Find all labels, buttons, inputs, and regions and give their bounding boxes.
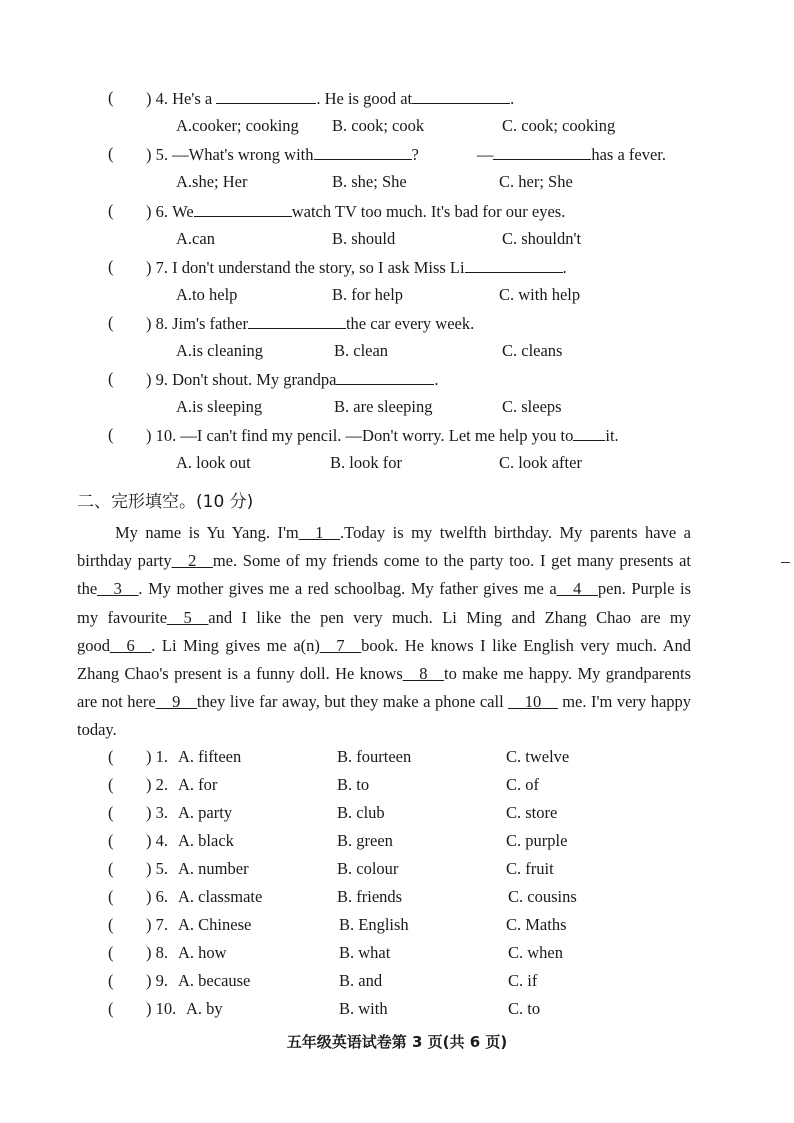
question-number: ) 7.: [146, 915, 168, 934]
question-number: ) 1.: [146, 747, 168, 766]
option-b: B. green: [337, 831, 393, 850]
option-b: B. should: [332, 229, 396, 248]
option-c: C. Maths: [506, 915, 567, 934]
option-c: C. purple: [506, 831, 568, 850]
option-c: C. store: [506, 803, 558, 822]
option-a: A. black: [178, 831, 234, 850]
option-b: B. fourteen: [337, 747, 412, 766]
answer-paren-open: (: [108, 887, 114, 906]
question-number: ) 9.: [146, 971, 168, 990]
answer-paren-open: (: [108, 803, 114, 822]
option-c: C. cousins: [508, 887, 577, 906]
option-a: A. number: [178, 859, 249, 878]
option-b: B. what: [339, 943, 391, 962]
option-b: B. for help: [332, 285, 404, 304]
option-b: B. are sleeping: [334, 397, 433, 416]
question-number: ) 8.: [146, 943, 168, 962]
question-stem: ) 7. I don't understand the story, so I ask Miss Li .: [146, 258, 567, 277]
option-a: A. look out: [176, 453, 251, 472]
question-stem: ) 9. Don't shout. My grandpa .: [146, 370, 439, 389]
option-b: B. clean: [334, 341, 389, 360]
option-b: B. and: [339, 971, 383, 990]
option-a: A.can: [176, 229, 215, 248]
answer-paren-open: (: [108, 88, 114, 107]
option-a: A.is cleaning: [176, 341, 264, 360]
option-a: A. fifteen: [178, 747, 242, 766]
option-a: A. for: [178, 775, 218, 794]
option-c: C. twelve: [506, 747, 570, 766]
option-a: A. because: [178, 971, 251, 990]
answer-blank[interactable]: [314, 144, 412, 160]
option-b: B. colour: [337, 859, 399, 878]
question-stem: ) 6. We watch TV too much. It's bad for our eyes.: [146, 202, 566, 221]
option-c: C. cleans: [502, 341, 563, 360]
answer-paren-open: (: [108, 313, 114, 332]
answer-blank[interactable]: [194, 201, 292, 217]
option-b: B. to: [337, 775, 370, 794]
question-number: ) 4.: [146, 831, 168, 850]
option-b: B. club: [337, 803, 385, 822]
section-title-cloze: 二、完形填空。(10 分): [77, 492, 254, 512]
question-stem: ) 8. Jim's father the car every week.: [146, 314, 475, 333]
option-c: C. with help: [499, 285, 581, 304]
answer-blank[interactable]: [216, 88, 316, 104]
question-number: ) 2.: [146, 775, 168, 794]
answer-blank[interactable]: [412, 88, 510, 104]
answer-paren-open: (: [108, 144, 114, 163]
option-a: A.she; Her: [176, 172, 248, 191]
question-number: ) 3.: [146, 803, 168, 822]
option-a: A.is sleeping: [176, 397, 263, 416]
option-a: A.cooker; cooking: [176, 116, 299, 135]
passage-paragraph: My name is Yu Yang. I'm__1__.Today is my twelfth birthday. My parents have a birthday party__2__me. Some of my friends come to the party too. I get many presents at the__3__. My mother gives me a red schoolbag. My father gives me a__4__pen. Purple is my favourite__5__and I like the pen very much. Li Ming and Zhang Chao are my good__6__. Li Ming gives me a(n)__7__book. He knows I like English very much. And Zhang Chao's present is a funny doll. He knows__8__to make me happy. My grandparents are not here__9__they live far away, but they make a phone call __10__ me. I'm very happy today.: [77, 523, 692, 740]
question-number: ) 6.: [146, 887, 168, 906]
answer-blank[interactable]: [465, 257, 563, 273]
answer-blank[interactable]: [573, 425, 605, 441]
margin-mark: [781, 562, 790, 563]
option-c: C. when: [508, 943, 563, 962]
option-c: C. fruit: [506, 859, 554, 878]
answer-blank[interactable]: [493, 144, 591, 160]
question-stem: ) 4. He's a . He is good at .: [146, 89, 515, 108]
option-a: A. how: [178, 943, 227, 962]
answer-paren-open: (: [108, 747, 114, 766]
option-c: C. of: [506, 775, 539, 794]
answer-paren-open: (: [108, 999, 114, 1018]
option-c: C. if: [508, 971, 538, 990]
option-b: B. friends: [337, 887, 403, 906]
question-stem: ) 10. —I can't find my pencil. —Don't worry. Let me help you to it.: [146, 426, 619, 445]
question-stem: ) 5. —What's wrong with ? — has a fever.: [146, 145, 666, 164]
answer-paren-open: (: [108, 971, 114, 990]
option-b: B. with: [339, 999, 388, 1018]
cloze-passage: [77, 519, 691, 745]
answer-paren-open: (: [108, 859, 114, 878]
option-b: B. English: [339, 915, 409, 934]
option-a: A. by: [186, 999, 223, 1018]
option-a: A.to help: [176, 285, 238, 304]
answer-paren-open: (: [108, 425, 114, 444]
option-b: B. look for: [330, 453, 402, 472]
answer-paren-open: (: [108, 831, 114, 850]
option-b: B. cook; cook: [332, 116, 425, 135]
answer-blank[interactable]: [248, 313, 346, 329]
option-a: A. Chinese: [178, 915, 252, 934]
option-c: C. sleeps: [502, 397, 562, 416]
answer-paren-open: (: [108, 201, 114, 220]
option-c: C. her; She: [499, 172, 573, 191]
answer-paren-open: (: [108, 257, 114, 276]
option-c: C. cook; cooking: [502, 116, 616, 135]
option-c: C. look after: [499, 453, 582, 472]
option-c: C. shouldn't: [502, 229, 582, 248]
answer-paren-open: (: [108, 943, 114, 962]
question-number: ) 10.: [146, 999, 177, 1018]
option-c: C. to: [508, 999, 541, 1018]
answer-paren-open: (: [108, 369, 114, 388]
page-footer: 五年级英语试卷第 3 页(共 6 页): [286, 1033, 508, 1051]
answer-paren-open: (: [108, 915, 114, 934]
option-b: B. she; She: [332, 172, 407, 191]
answer-blank[interactable]: [336, 369, 434, 385]
answer-paren-open: (: [108, 775, 114, 794]
question-number: ) 5.: [146, 859, 168, 878]
option-a: A. classmate: [178, 887, 263, 906]
option-a: A. party: [178, 803, 233, 822]
